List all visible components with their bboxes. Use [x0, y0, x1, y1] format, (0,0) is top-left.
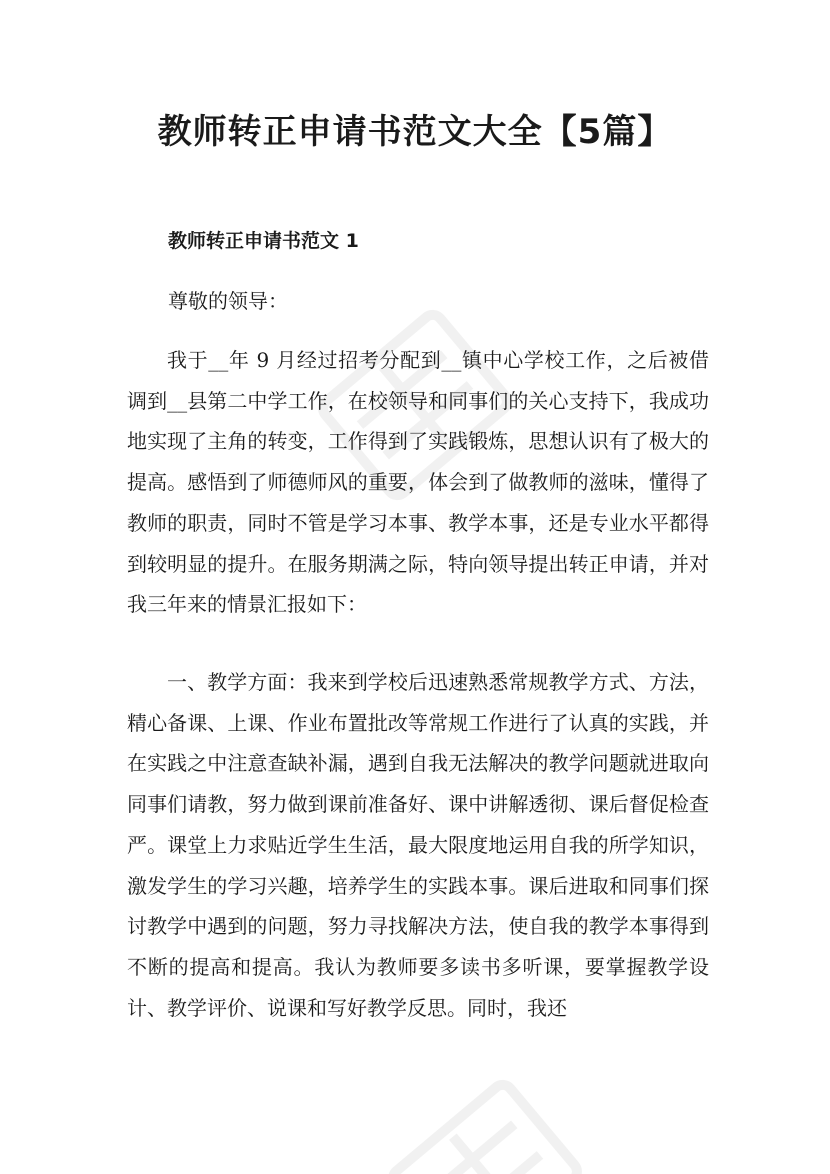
body-paragraph-1: 我于__年 9 月经过招考分配到__镇中心学校工作，之后被借调到__县第二中学工作，在校领导和同事们的关心支持下，我成功地实现了主角的转变，工作得到了实践锻炼，思想认识有了极大的提高。感悟到了师德师风的重要，体会到了做教师的滋味，懂得了教师的职责，同时不管是学习本事、教学本事，还是专业水平都得到较明显的提升。在服务期满之际，特向领导提出转正申请，并对我三年来的情景汇报如下： [127, 348, 709, 617]
salutation: 尊敬的领导： [168, 289, 288, 313]
document-title: 教师转正申请书范文大全【5篇】 [157, 112, 673, 152]
watermark-mark-bottom [370, 1060, 600, 1174]
section-heading: 教师转正申请书范文 1 [168, 230, 359, 252]
body-paragraph-2: 一、教学方面：我来到学校后迅速熟悉常规教学方式、方法，精心备课、上课、作业布置批改等常规工作进行了认真的实践，并在实践之中注意查缺补漏，遇到自我无法解决的教学问题就进取向同事们请教，努力做到课前准备好、课中讲解透彻、课后督促检查严。课堂上力求贴近学生生活，最大限度地运用自我的所学知识，激发学生的学习兴趣，培养学生的实践本事。课后进取和同事们探讨教学中遇到的问题，努力寻找解决方法，使自我的教学本事得到不断的提高和提高。我认为教师要多读书多听课，要掌握教学设计、教学评价、说课和写好教学反思。同时，我还 [127, 670, 709, 1020]
